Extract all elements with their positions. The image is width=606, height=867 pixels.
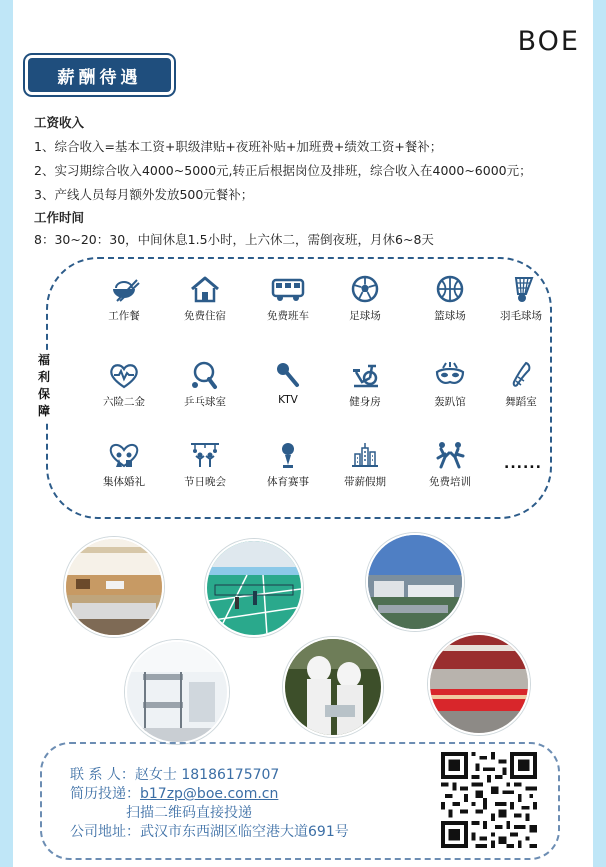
benefit-label: 健身房 — [349, 396, 381, 408]
basketball-icon — [433, 274, 467, 304]
benefit-ktv — [250, 360, 326, 406]
cleanroom-workers-photo — [283, 637, 383, 737]
benefit-label: 轰趴馆 — [434, 396, 466, 408]
benefit-label: 工作餐 — [108, 310, 140, 322]
bus-icon — [271, 274, 305, 304]
benefit-badminton — [483, 274, 559, 323]
work-time-text: 8：30~20：30，中间休息1.5小时，上六休二，需倒夜班，月休6~8天 — [34, 232, 434, 247]
house-icon — [188, 274, 222, 304]
dance-shoe-icon — [504, 360, 538, 390]
work-time-heading: 工作时间 — [34, 210, 85, 225]
salary-line-1: 1、综合收入=基本工资+职级津贴+夜班补贴+加班费+绩效工资+餐补； — [34, 139, 443, 154]
benefit-gala — [167, 440, 243, 489]
benefit-meal — [86, 274, 162, 323]
contact-person-value: 赵女士 18186175707 — [134, 767, 280, 783]
contact-person — [70, 764, 279, 784]
benefit-label: 六险二金 — [103, 396, 145, 408]
benefit-label: 体育赛事 — [267, 476, 309, 488]
boe-logo: BOE — [517, 26, 580, 57]
resume-submission — [70, 783, 278, 803]
contact-person-label: 联 系 人： — [70, 767, 135, 783]
salary-heading: 工资收入 — [34, 115, 85, 130]
wedding-couple-icon — [107, 440, 141, 470]
qr-code[interactable] — [441, 752, 537, 848]
shuttlecock-icon — [504, 274, 538, 304]
benefit-label: 节日晚会 — [184, 476, 226, 488]
benefit-more — [485, 452, 561, 472]
heartbeat-icon — [107, 360, 141, 390]
ping-pong-icon — [188, 360, 222, 390]
benefit-paid-leave — [327, 440, 403, 489]
address-value: 武汉市东西湖区临空港大道691号 — [140, 824, 349, 840]
benefit-label: KTV — [278, 394, 298, 406]
salary-line-3: 3、产线人员每月额外发放500元餐补； — [34, 187, 254, 202]
exercise-bike-icon — [348, 360, 382, 390]
celebration-icon — [188, 440, 222, 470]
benefit-gym — [327, 360, 403, 409]
company-address — [70, 821, 349, 841]
resume-email-link[interactable]: b17zp@boe.com.cn — [140, 786, 279, 802]
benefit-party — [412, 360, 488, 409]
scan-qr-text: 扫描二维码直接投递 — [126, 805, 252, 821]
benefit-wedding — [86, 440, 162, 489]
benefits-label: 福利保障 — [36, 350, 52, 422]
more-icon: ...... — [504, 456, 542, 472]
trophy-icon — [271, 440, 305, 470]
benefit-label: 舞蹈室 — [505, 396, 537, 408]
benefit-sports-events — [250, 440, 326, 489]
benefit-label: 免费住宿 — [184, 310, 226, 322]
benefit-label: 带薪假期 — [344, 476, 386, 488]
benefit-label: 羽毛球场 — [500, 310, 542, 322]
vacation-icon — [348, 440, 382, 470]
benefit-label: 篮球场 — [434, 310, 466, 322]
benefit-insurance — [86, 360, 162, 409]
benefit-bus — [250, 274, 326, 323]
badminton-court-photo — [205, 539, 303, 637]
benefit-dance — [483, 360, 559, 409]
dormitory-photo — [125, 640, 229, 744]
benefit-housing — [167, 274, 243, 323]
benefit-label: 足球场 — [349, 310, 381, 322]
benefit-soccer — [327, 274, 403, 323]
address-label: 公司地址： — [70, 824, 140, 840]
benefit-ping-pong — [167, 360, 243, 409]
cafeteria-photo — [64, 537, 164, 637]
microphone-icon — [271, 360, 305, 390]
factory-campus-photo — [366, 533, 464, 631]
group-event-photo — [428, 633, 530, 735]
resume-label: 简历投递： — [70, 786, 140, 802]
benefit-training — [412, 440, 488, 489]
soccer-ball-icon — [348, 274, 382, 304]
benefit-label: 集体婚礼 — [103, 476, 145, 488]
salary-line-2: 2、实习期综合收入4000~5000元,转正后根据岗位及排班，综合收入在4000~6000元； — [34, 163, 532, 178]
benefit-label: 乒乓球室 — [184, 396, 226, 408]
rice-bowl-icon — [107, 274, 141, 304]
benefit-basketball — [412, 274, 488, 323]
section-title: 薪酬待遇 — [28, 58, 171, 92]
party-mask-icon — [433, 360, 467, 390]
training-icon — [433, 440, 467, 470]
benefit-label: 免费培训 — [429, 476, 471, 488]
benefit-label: 免费班车 — [267, 310, 309, 322]
